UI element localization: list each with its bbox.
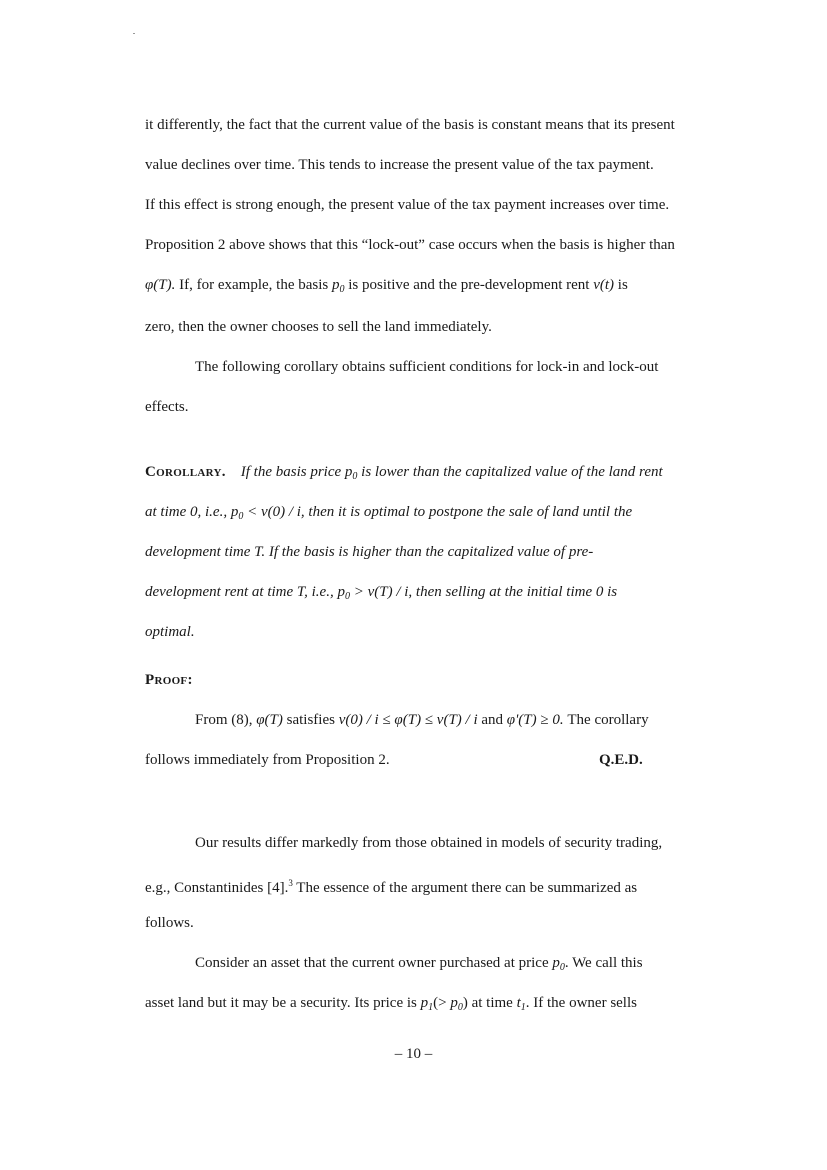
text-segment: We call this [568,955,643,971]
text-segment: The essence of the argument there can be summarized as [292,880,638,896]
text-segment: If, for example, the basis [175,277,333,293]
inequality: v(0) / i ≤ φ(T) ≤ v(T) / i [338,712,478,728]
text-segment: is lower than the capitalized value of the land rent [357,464,663,480]
p-symbol: p [337,584,345,600]
p-symbol: p [344,464,353,480]
paragraph-1-line-1: it differently, the fact that the current value of the basis is constant means that its present [145,117,675,133]
page-number: – 10 – [394,1046,433,1062]
subscript: 0 [344,591,350,602]
subscript: 1 [520,1002,526,1013]
p0-symbol [231,504,244,520]
p-symbol: p [552,955,560,971]
text-segment: If the basis price [240,464,345,480]
text-segment: at time 0, i.e., [145,504,231,520]
text-segment: > v(T) / i, then selling at the initial time 0 is [349,584,618,600]
proof-label-line [145,671,193,689]
text-segment: . [564,955,569,971]
subscript: 0 [457,1002,463,1013]
paragraph-3-line-3: follows. [145,915,194,931]
corollary-line-1 [145,463,663,486]
p0-symbol [450,995,463,1011]
text-segment: and [477,712,507,728]
p-symbol: p [420,995,429,1011]
derivative-condition: φ'(T) ≥ 0. [506,712,564,728]
p0-symbol [345,464,358,480]
proof-line-1 [195,711,649,729]
text-segment: Consider an asset that the current owner purchased at price [195,955,553,971]
corollary-label: Corollary. [145,464,226,480]
text-segment: it is optimal to postpone the sale of land until the [334,504,633,520]
text-segment: at time [467,995,517,1011]
text-segment: asset land but it may be a security. Its price is [145,995,421,1011]
text-segment: satisfies [282,712,339,728]
scan-speck [133,33,135,34]
subscript: 0 [339,284,345,295]
text-segment: is [614,277,628,293]
subscript: 0 [559,962,565,973]
text-segment: (> [433,995,451,1011]
paragraph-1-line-4: Proposition 2 above shows that this “lock-out” case occurs when the basis is higher than [145,237,675,253]
paragraph-3-line-1: Our results differ markedly from those obtained in models of security trading, [195,835,663,851]
text-segment: is positive and the pre-development rent [344,277,594,293]
proof-line-2: follows immediately from Proposition 2. [145,752,390,768]
inequality: < v(0) / i, then [243,504,335,520]
text-segment: From (8), [195,712,257,728]
text-segment: ) [462,995,468,1011]
proof-label: Proof: [145,672,193,688]
corollary-line-4 [145,583,617,606]
paragraph-1-line-6: zero, then the owner chooses to sell the land immediately. [145,319,492,335]
corollary-line-2 [145,503,632,526]
p1-symbol [421,995,434,1011]
subscript: 0 [238,511,244,522]
paragraph-1-line-5 [145,276,628,299]
p-symbol: p [450,995,458,1011]
t1-symbol [517,995,526,1011]
corollary-line-5: optimal. [145,624,195,640]
p0-symbol [552,955,565,971]
corollary-line-3: development time T. If the basis is higher than the capitalized value of pre- [145,544,594,560]
subscript: 0 [352,471,358,482]
p-symbol: p [332,277,340,293]
qed-mark: Q.E.D. [599,752,643,768]
paragraph-1-line-2: value declines over time. This tends to increase the present value of the tax payment. [145,157,654,173]
p-symbol: p [230,504,239,520]
p0-symbol [332,277,345,293]
text-segment: . [525,995,530,1011]
subscript: 1 [428,1002,434,1013]
phi-of-T: φ(T) [256,712,283,728]
paragraph-2-line-2: effects. [145,399,189,415]
paragraph-4-line-1 [195,954,643,977]
paragraph-1-line-3: If this effect is strong enough, the present value of the tax payment increases over time. [145,197,670,213]
paragraph-3-line-2 [145,874,637,897]
text-segment: If the owner sells [529,995,637,1011]
footnote-marker: 3 [288,878,293,888]
citation: e.g., Constantinides [4]. [145,880,289,896]
paragraph-4-line-2 [145,994,637,1017]
rent-symbol: v(t) [593,277,615,293]
text-segment: The corollary [563,712,649,728]
t-symbol: t [516,995,521,1011]
phi-of-T: φ(T). [145,277,176,293]
p0-symbol [337,584,350,600]
text-segment: development rent at time T, i.e., [145,584,338,600]
paragraph-2-line-1: The following corollary obtains sufficient conditions for lock-in and lock-out [195,359,659,375]
